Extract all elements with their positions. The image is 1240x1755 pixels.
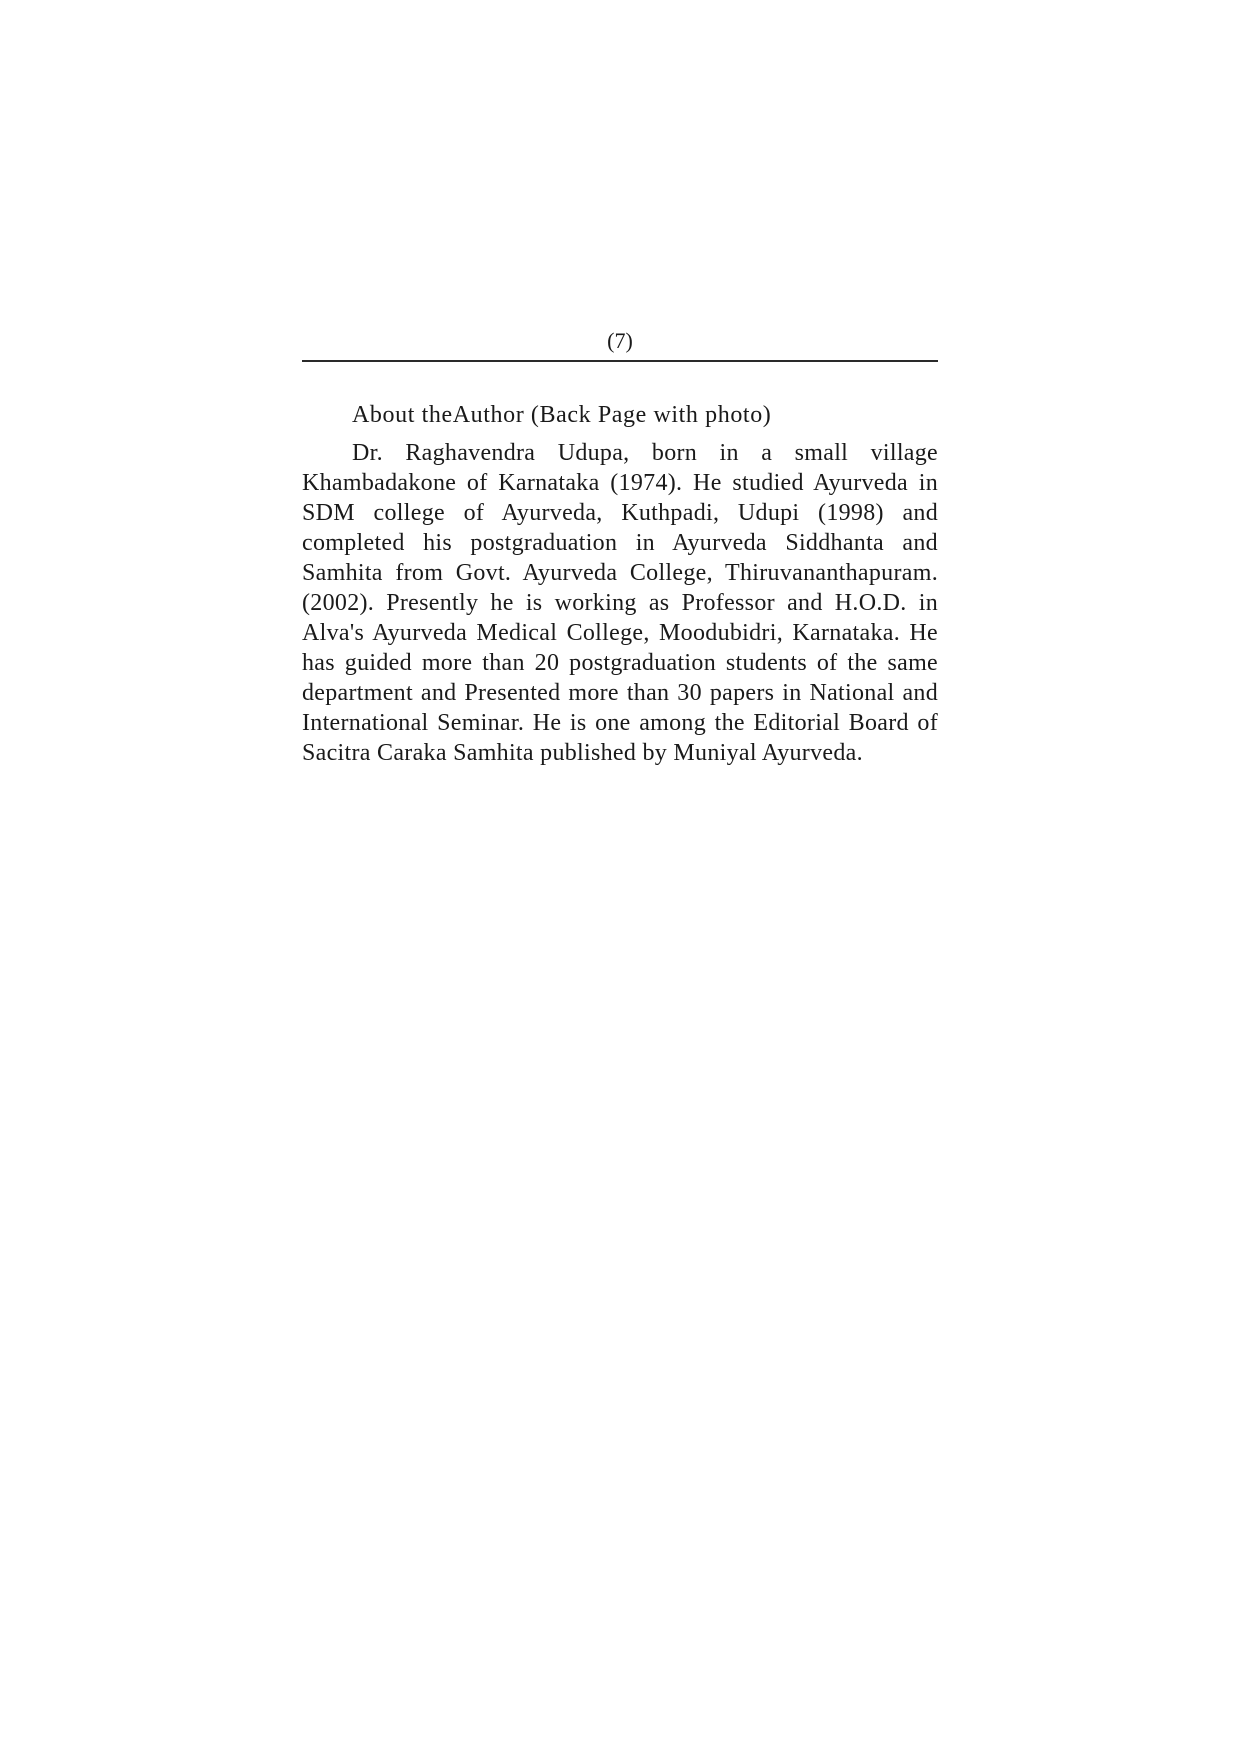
author-bio-paragraph: Dr. Raghavendra Udupa, born in a small village Khambadakone of Karnataka (1974). He studied Ayurveda in SDM college of Ayurveda, Kuthpadi, Udupi (1998) and completed his postgraduation in Ayurveda Siddhanta and Samhita from Govt. Ayurveda College, Thiruvananthapuram. (2002). Presently he is working as Professor and H.O.D. in Alva's Ayurveda Medical College, Moodubidri, Karnataka. He has guided more than 20 postgraduation students of the same department and Presented more than 30 papers in National and International Seminar. He is one among the Editorial Board of Sacitra Caraka Samhita published by Muniyal Ayurveda. (302, 440, 938, 766)
about-author-section (302, 400, 938, 768)
header-rule (302, 360, 938, 362)
section-heading: About theAuthor (Back Page with photo) (352, 402, 772, 428)
page-number: (7) (607, 328, 633, 353)
